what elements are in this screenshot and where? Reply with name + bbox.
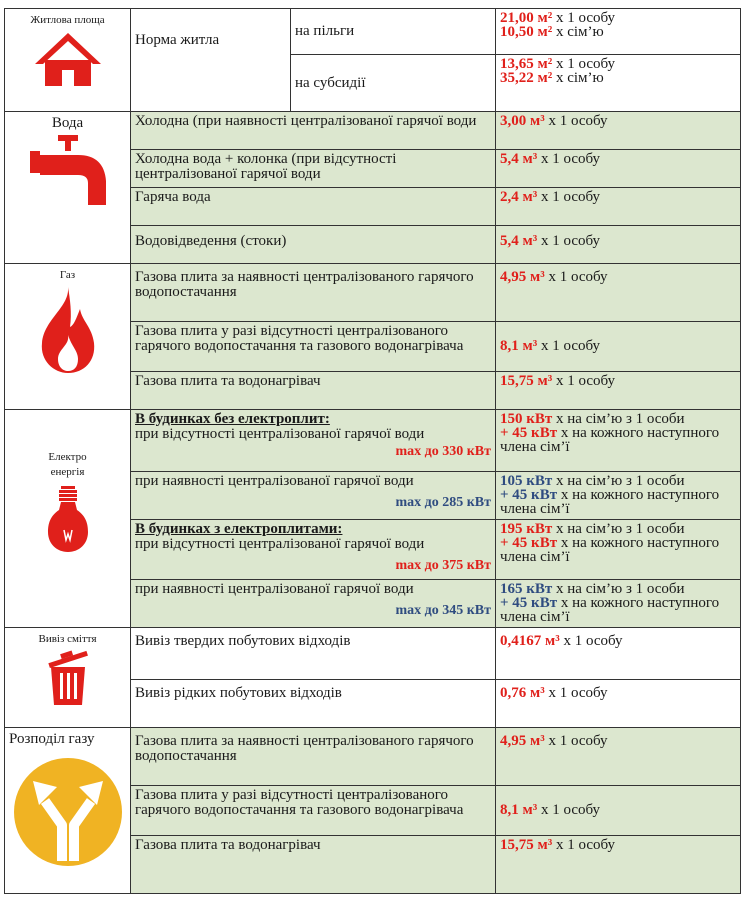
water-category bbox=[5, 112, 131, 264]
gas-distribution-row-label: Газова плита та водонагрівач bbox=[131, 836, 496, 894]
waste-row-label: Вивіз рідких побутових відходів bbox=[131, 680, 496, 728]
electricity-row-value: 165 кВт х на сім’ю з 1 особи + 45 кВт х на кожного наступного члена сім’ї bbox=[496, 580, 741, 628]
water-title: Вода bbox=[51, 115, 84, 131]
housing-subsidy-label: на субсидії bbox=[291, 55, 496, 112]
lightbulb-icon bbox=[46, 484, 90, 554]
gas-row-label: Газова плита у разі відсутності централізованого гарячого водопостачання та газового водонагрівача bbox=[131, 322, 496, 372]
housing-benefit-values: 21,00 м² х 1 особу 10,50 м² х сім’ю bbox=[496, 9, 741, 55]
waste-row-label: Вивіз твердих побутових відходів bbox=[131, 628, 496, 680]
gas-distribution-category bbox=[5, 728, 131, 894]
electricity-max: max до 375 кВт bbox=[395, 558, 491, 573]
electricity-max: max до 285 кВт bbox=[395, 495, 491, 510]
housing-category bbox=[5, 9, 131, 112]
gas-title: Газ bbox=[59, 269, 76, 281]
water-row-value: 5,4 м³ х 1 особу bbox=[496, 226, 741, 264]
water-row-value: 3,00 м³ х 1 особу bbox=[496, 112, 741, 150]
water-row-value: 2,4 м³ х 1 особу bbox=[496, 188, 741, 226]
waste-title: Вивіз сміття bbox=[38, 633, 97, 645]
faucet-icon bbox=[24, 133, 112, 209]
electricity-row-value: 105 кВт х на сім’ю з 1 особи + 45 кВт х на кожного наступного члена сім’ї bbox=[496, 472, 741, 520]
house-icon bbox=[33, 30, 103, 88]
gas-row-value: 8,1 м³ х 1 особу bbox=[496, 322, 741, 372]
electricity-row-label: В будинках без електроплит: при відсутності централізованої гарячої води max до 330 кВт bbox=[131, 410, 496, 472]
housing-benefit-label: на пільги bbox=[291, 9, 496, 55]
electricity-row-value: 150 кВт х на сім’ю з 1 особи + 45 кВт х на кожного наступного члена сім’ї bbox=[496, 410, 741, 472]
electricity-row-value: 195 кВт х на сім’ю з 1 особи + 45 кВт х на кожного наступного члена сім’ї bbox=[496, 520, 741, 580]
waste-row-value: 0,4167 м³ х 1 особу bbox=[496, 628, 741, 680]
gas-distribution-row-value: 4,95 м³ х 1 особу bbox=[496, 728, 741, 786]
electricity-category bbox=[5, 410, 131, 628]
utility-norms-table bbox=[4, 8, 741, 894]
fork-arrows-icon bbox=[13, 757, 123, 867]
gas-distribution-row-label: Газова плита у разі відсутності централізованого гарячого водопостачання та газового водонагрівача bbox=[131, 786, 496, 836]
housing-norm-label: Норма житла bbox=[131, 9, 291, 112]
waste-row-value: 0,76 м³ х 1 особу bbox=[496, 680, 741, 728]
water-row-label: Водовідведення (стоки) bbox=[131, 226, 496, 264]
water-row-value: 5,4 м³ х 1 особу bbox=[496, 150, 741, 188]
electricity-max: max до 345 кВт bbox=[395, 603, 491, 618]
gas-row-value: 15,75 м³ х 1 особу bbox=[496, 372, 741, 410]
housing-title: Житлова площа bbox=[30, 14, 105, 26]
electricity-row-label: при наявності централізованої гарячої води max до 345 кВт bbox=[131, 580, 496, 628]
water-row-label: Гаряча вода bbox=[131, 188, 496, 226]
electricity-row-label: В будинках з електроплитами: при відсутності централізованої гарячої води max до 375 кВт bbox=[131, 520, 496, 580]
gas-distribution-row-label: Газова плита за наявності централізованого гарячого водопостачання bbox=[131, 728, 496, 786]
electricity-max: max до 330 кВт bbox=[395, 444, 491, 459]
trash-bin-icon bbox=[43, 649, 93, 707]
gas-distribution-row-value: 15,75 м³ х 1 особу bbox=[496, 836, 741, 894]
gas-distribution-row-value: 8,1 м³ х 1 особу bbox=[496, 786, 741, 836]
gas-category bbox=[5, 264, 131, 410]
housing-subsidy-values: 13,65 м² х 1 особу 35,22 м² х сім’ю bbox=[496, 55, 741, 112]
electricity-row-label: при наявності централізованої гарячої води max до 285 кВт bbox=[131, 472, 496, 520]
flame-icon bbox=[36, 285, 100, 375]
electricity-title: Електро енергія bbox=[48, 451, 87, 478]
gas-row-label: Газова плита та водонагрівач bbox=[131, 372, 496, 410]
water-row-label: Холодна вода + колонка (при відсутності централізованої гарячої води bbox=[131, 150, 496, 188]
gas-row-label: Газова плита за наявності централізованого гарячого водопостачання bbox=[131, 264, 496, 322]
electricity-section-header: В будинках без електроплит: bbox=[135, 411, 330, 427]
water-row-label: Холодна (при наявності централізованої гарячої води bbox=[131, 112, 496, 150]
electricity-section-header: В будинках з електроплитами: bbox=[135, 521, 343, 537]
waste-category bbox=[5, 628, 131, 728]
gas-row-value: 4,95 м³ х 1 особу bbox=[496, 264, 741, 322]
gas-distribution-title: Розподіл газу bbox=[9, 731, 95, 747]
